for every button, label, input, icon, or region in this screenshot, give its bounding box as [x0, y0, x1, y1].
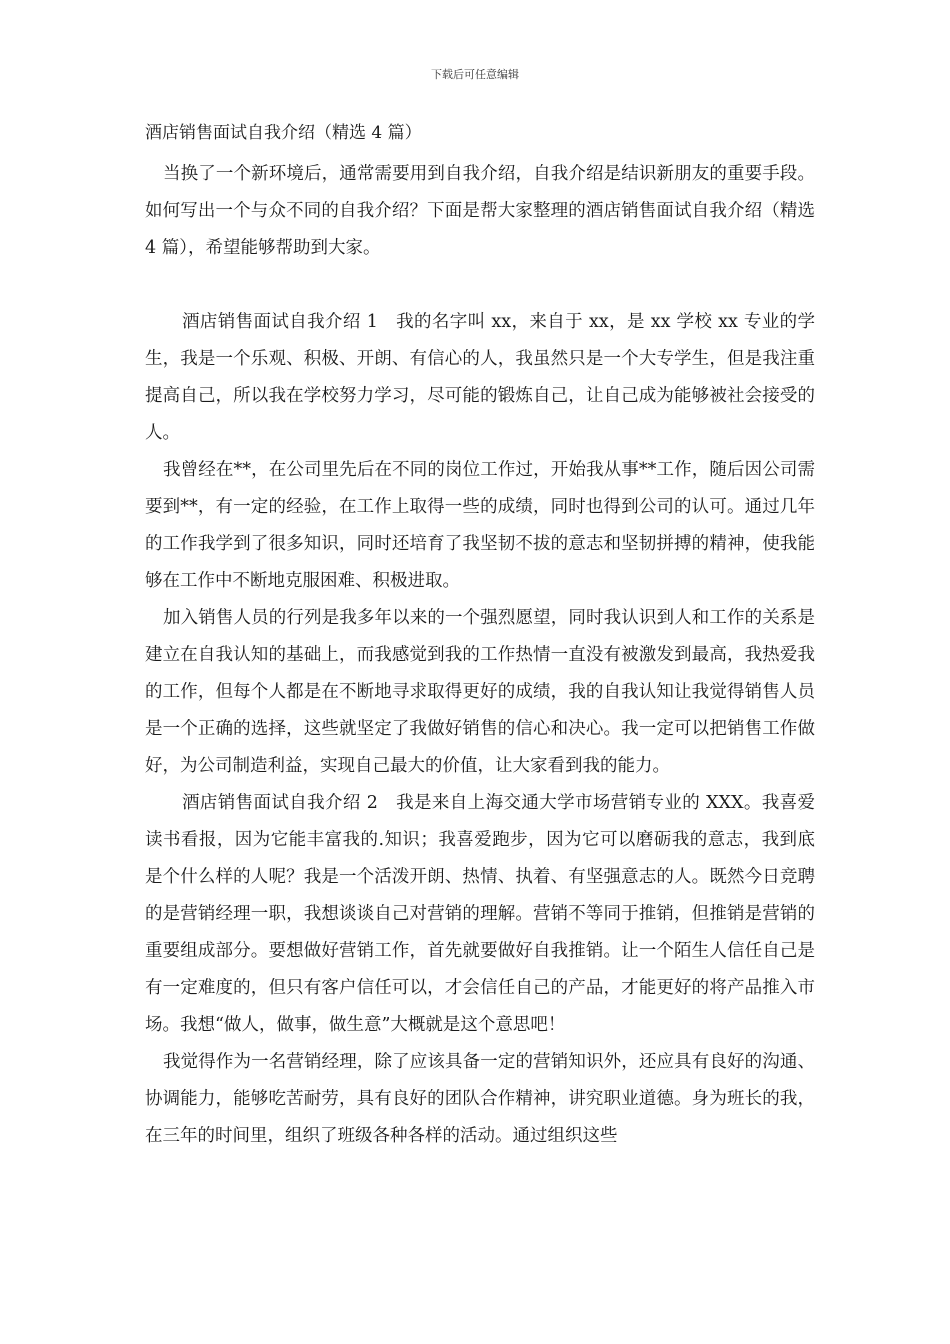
paragraph-intro: 当换了一个新环境后，通常需要用到自我介绍，自我介绍是结识新朋友的重要手段。如何写出一个与众不同的自我介绍？下面是帮大家整理的酒店销售面试自我介绍（精选 4 篇），希望能够帮助到大家。: [145, 164, 815, 258]
paragraph-section-2: 酒店销售面试自我介绍 2 我是来自上海交通大学市场营销专业的 XXX。我喜爱读书看报，因为它能丰富我的.知识；我喜爱跑步，因为它可以磨砺我的意志，我到底是个什么样的人呢？我是一个活泼开朗、热情、执着、有坚强意志的人。既然今日竞聘的是营销经理一职，我想谈谈自己对营销的理解。营销不等同于推销，但推销是营销的重要组成部分。要想做好营销工作，首先就要做好自我推销。让一个陌生人信任自己是有一定难度的，但只有客户信任可以，才会信任自己的产品，才能更好的将产品推入市场。我想“做人，做事，做生意”大概就是这个意思吧！: [145, 793, 815, 1035]
document-title: 酒店销售面试自我介绍（精选 4 篇）: [145, 123, 422, 143]
header-note: 下载后可任意编辑: [431, 68, 519, 81]
document-body: [145, 120, 815, 1155]
paragraph-motivation: 加入销售人员的行列是我多年以来的一个强烈愿望，同时我认识到人和工作的关系是建立在自我认知的基础上，而我感觉到我的工作热情一直没有被激发到最高，我热爱我的工作，但每个人都是在不断地寻求取得更好的成绩，我的自我认知让我觉得销售人员是一个正确的选择，这些就坚定了我做好销售的信心和决心。我一定可以把销售工作做好，为公司制造利益，实现自己最大的价值，让大家看到我的能力。: [145, 608, 815, 776]
paragraph-gap: [145, 267, 815, 304]
paragraph-section-1: 酒店销售面试自我介绍 1 我的名字叫 xx，来自于 xx，是 xx 学校 xx 专业的学生，我是一个乐观、积极、开朗、有信心的人，我虽然只是一个大专学生，但是我注重提高自己，所以我在学校努力学习，尽可能的锻炼自己，让自己成为能够被社会接受的人。: [145, 312, 815, 443]
paragraph-experience: 我曾经在**，在公司里先后在不同的岗位工作过，开始我从事**工作，随后因公司需要到**，有一定的经验，在工作上取得一些的成绩，同时也得到公司的认可。通过几年的工作我学到了很多知识，同时还培育了我坚韧不拔的意志和坚韧拼搏的精神，使我能够在工作中不断地克服困难、积极进取。: [145, 460, 815, 591]
paragraph-manager: 我觉得作为一名营销经理，除了应该具备一定的营销知识外，还应具有良好的沟通、协调能力，能够吃苦耐劳，具有良好的团队合作精神，讲究职业道德。身为班长的我，在三年的时间里，组织了班级各种各样的活动。通过组织这些: [145, 1052, 815, 1146]
